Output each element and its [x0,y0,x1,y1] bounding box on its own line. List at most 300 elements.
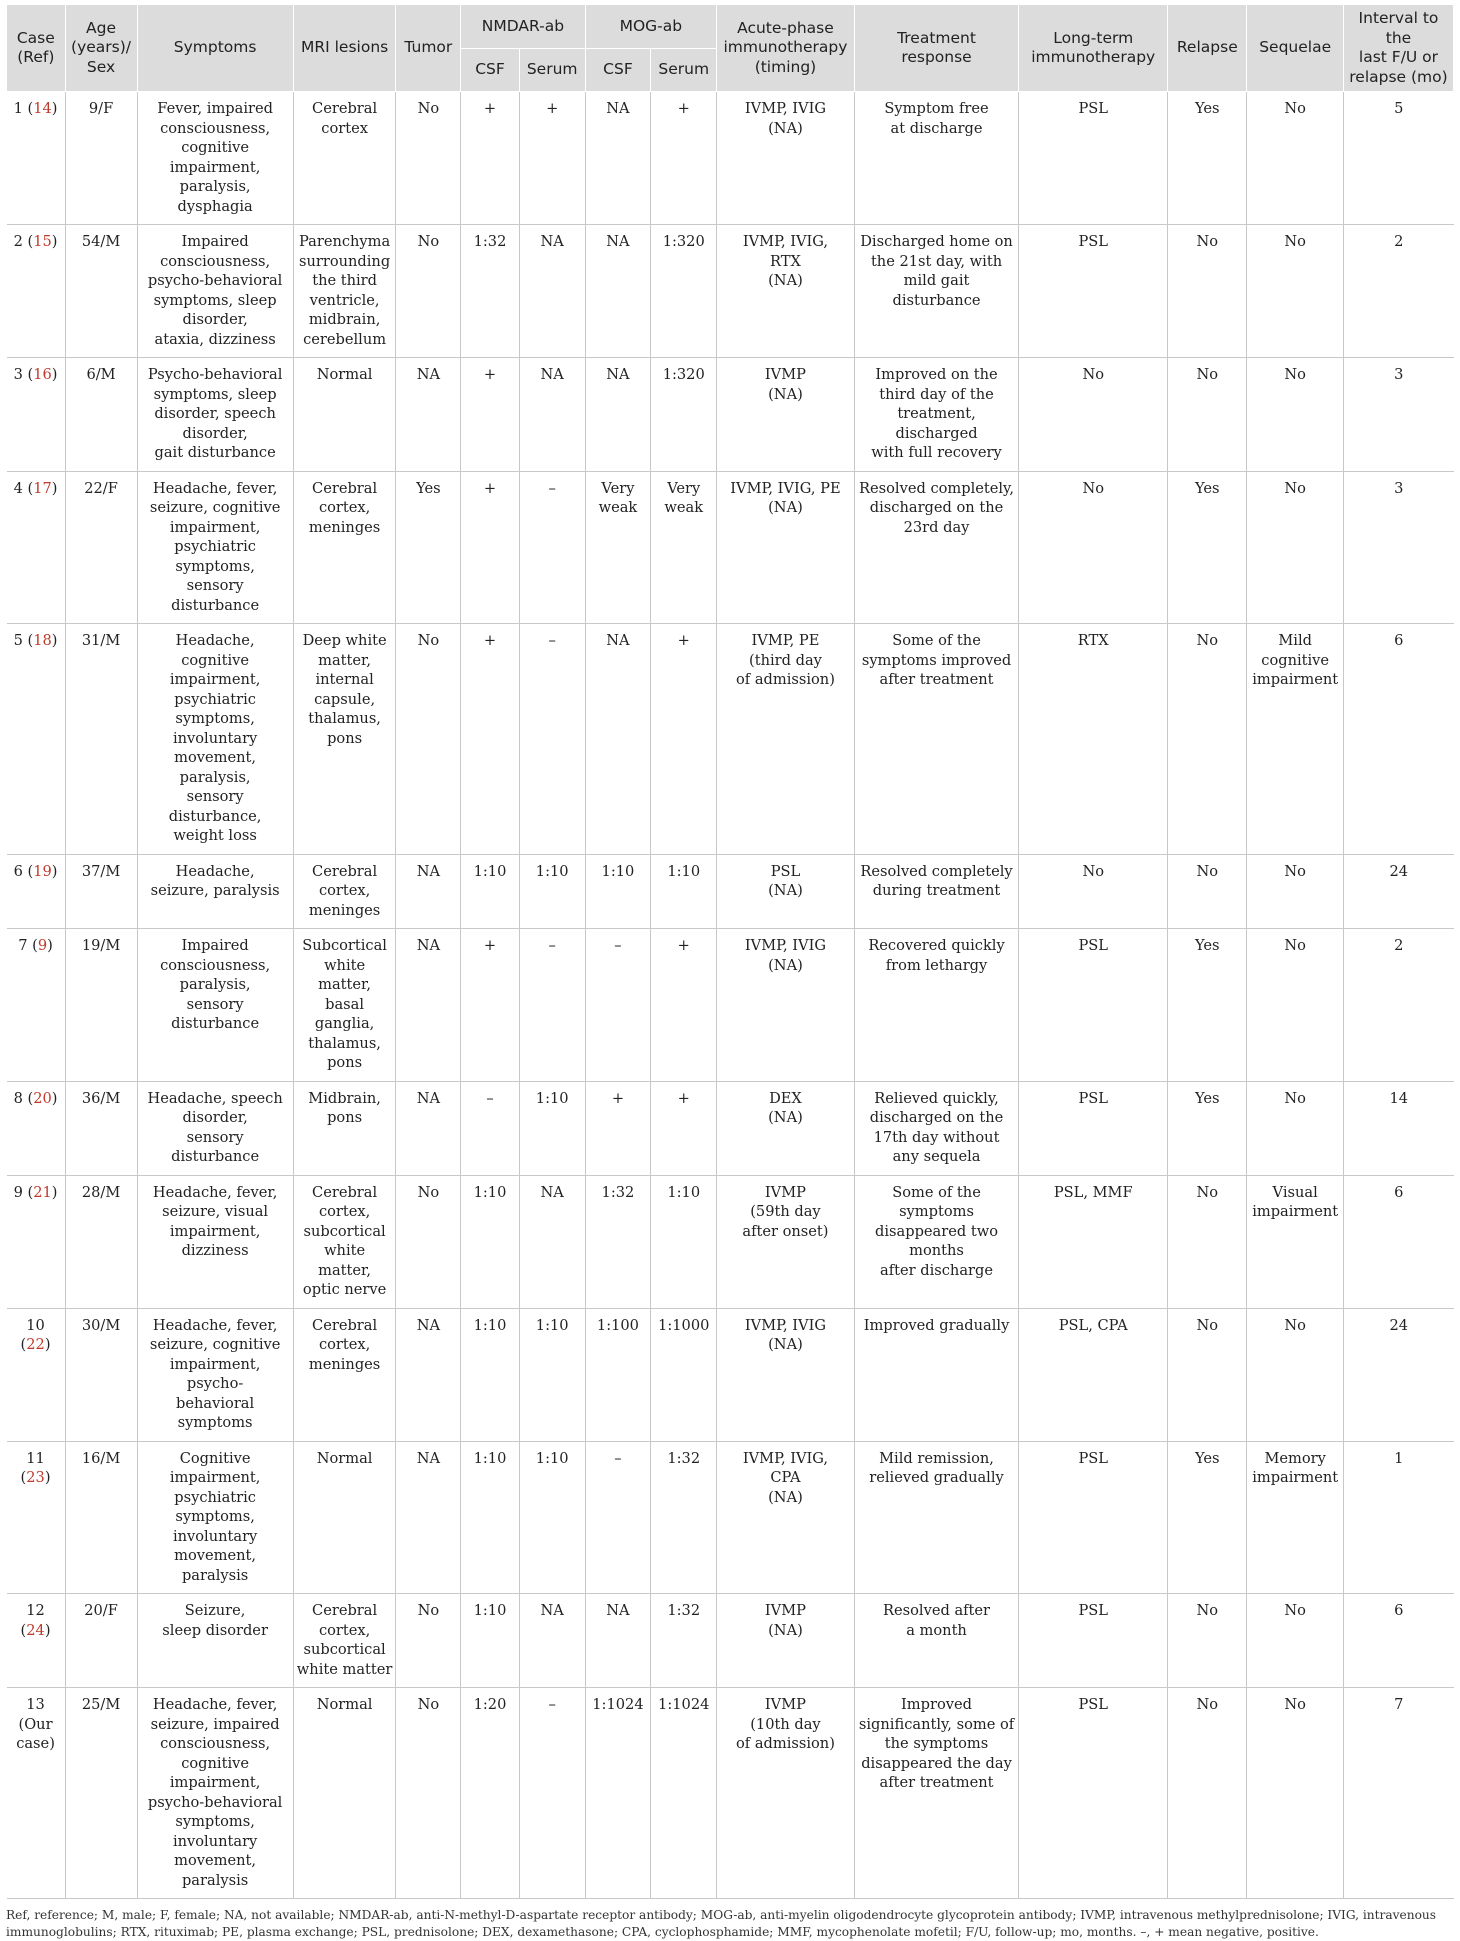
mog-serum-cell [651,1688,717,1899]
reference-link[interactable]: 9 [37,937,48,954]
treatment-response-cell [854,929,1018,1082]
interval-cell [1343,1308,1453,1441]
age-sex-cell [65,1594,137,1688]
mog-csf-cell [585,929,651,1082]
reference-link[interactable]: 24 [26,1621,45,1639]
tumor-cell [396,929,461,1082]
tumor-cell [396,1081,461,1175]
case-cell: 5 (18) [7,624,66,855]
mri-lesions-cell [293,854,396,929]
tumor-text: No [417,233,440,250]
relapse-text: Yes [1195,1089,1220,1107]
sequelae-cell [1247,1308,1344,1441]
sequelae-text: No [1284,1696,1306,1713]
sequelae-cell [1247,854,1344,929]
acute-therapy-text: IVMP, IVIG, RTX (NA) [742,233,829,289]
tumor-text: No [417,1183,440,1201]
mog-csf-text: – [614,937,622,954]
case-cell: 12 (24) [7,1594,66,1688]
reference-link[interactable]: 14 [33,100,52,117]
table-row [7,225,1454,358]
age-sex-text: 25/M [81,1696,121,1713]
case-number: 1 [13,100,23,117]
nmdar-csf-cell [461,225,520,358]
mog-serum-cell [651,358,717,472]
mog-serum-cell [651,929,717,1082]
tumor-text: NA [416,366,440,383]
tumor-text: NA [416,1089,440,1107]
sequelae-cell [1247,929,1344,1082]
tumor-cell [396,1308,461,1441]
nmdar-serum-text: NA [540,1602,564,1619]
longterm-therapy-cell [1019,1441,1168,1594]
header-nmdar: NMDAR-ab [461,5,585,49]
longterm-therapy-cell [1019,1594,1168,1688]
longterm-therapy-cell [1019,471,1168,624]
treatment-response-text: Mild remission, relieved gradually [869,1449,1004,1486]
symptoms-text: Headache, fever, seizure, impaired consciousness, cognitive impairment, psycho-behavioral symptoms, involuntary movement, paralysis [147,1696,283,1889]
treatment-response-cell [854,1688,1018,1899]
treatment-response-text: Discharged home on the 21st day, with mild gait disturbance [860,233,1013,309]
sequelae-text: No [1284,937,1306,954]
reference-link[interactable]: 19 [33,862,52,880]
tumor-cell [396,1441,461,1594]
header-tumor: Tumor [396,5,461,92]
mog-serum-text: 1:320 [662,366,705,383]
relapse-cell [1168,1175,1247,1308]
mri-lesions-text: Deep white matter, internal capsule, thalamus, pons [302,632,387,747]
reference-label: Our case [16,1715,53,1752]
sequelae-text: No [1284,233,1306,250]
longterm-therapy-cell [1019,1688,1168,1899]
header-response: Treatment response [854,5,1018,92]
mog-csf-cell [585,1594,651,1688]
acute-therapy-text: IVMP, PE (third day of admission) [736,632,835,688]
acute-therapy-cell [717,1688,855,1899]
acute-therapy-cell [717,1175,855,1308]
reference-link[interactable]: 18 [33,632,52,649]
sequelae-cell [1247,471,1344,624]
relapse-cell [1168,1594,1247,1688]
nmdar-csf-cell [461,1175,520,1308]
case-number: 7 [18,937,28,954]
case-cell: 1 (14) [7,92,66,225]
interval-cell [1343,1688,1453,1899]
mog-serum-text: 1:10 [667,862,701,880]
relapse-text: No [1196,233,1219,250]
mog-csf-cell [585,225,651,358]
relapse-text: No [1196,1316,1219,1334]
longterm-therapy-cell [1019,92,1168,225]
mog-serum-cell [651,92,717,225]
symptoms-cell [137,929,293,1082]
table-row [7,92,1454,225]
reference-link[interactable]: 22 [26,1336,45,1353]
longterm-therapy-text: No [1082,479,1105,497]
nmdar-serum-cell [519,1081,585,1175]
case-cell: 13 (Our case) [7,1688,66,1899]
mog-serum-cell [651,1308,717,1441]
sequelae-text: No [1284,366,1306,383]
age-sex-cell [65,854,137,929]
treatment-response-cell [854,471,1018,624]
age-sex-text: 28/M [81,1183,121,1201]
nmdar-serum-text: + [546,100,559,117]
age-sex-text: 36/M [81,1089,121,1107]
nmdar-csf-text: – [486,1089,494,1107]
treatment-response-text: Improved significantly, some of the symptoms disappeared the day after treatment [858,1696,1015,1791]
relapse-text: Yes [1195,937,1220,954]
tumor-cell [396,225,461,358]
interval-cell [1343,624,1453,855]
case-number: 10 [26,1316,45,1334]
longterm-therapy-cell [1019,624,1168,855]
reference-link[interactable]: 21 [33,1183,52,1201]
longterm-therapy-text: RTX [1077,632,1109,649]
mog-csf-text: NA [606,100,630,117]
treatment-response-cell [854,1175,1018,1308]
acute-therapy-text: IVMP, IVIG, PE (NA) [730,479,841,516]
nmdar-csf-cell [461,471,520,624]
treatment-response-text: Resolved completely during treatment [860,862,1013,899]
age-sex-cell [65,1308,137,1441]
tumor-cell [396,1688,461,1899]
mri-lesions-text: Normal [316,1696,373,1713]
mog-serum-cell [651,1081,717,1175]
symptoms-cell [137,1441,293,1594]
case-cell: 9 (21) [7,1175,66,1308]
acute-therapy-cell [717,1441,855,1594]
table-row [7,854,1454,929]
nmdar-csf-cell [461,1441,520,1594]
mog-csf-text: 1:1024 [592,1696,644,1713]
mog-csf-text: Very weak [598,479,638,516]
tumor-text: NA [416,862,440,880]
case-cell: 4 (17) [7,471,66,624]
tumor-text: NA [416,1316,440,1334]
nmdar-csf-text: + [483,366,497,383]
nmdar-serum-cell [519,1688,585,1899]
nmdar-csf-text: + [483,632,497,649]
table-row [7,1594,1454,1688]
age-sex-text: 31/M [81,632,121,649]
mog-csf-cell [585,624,651,855]
sequelae-cell [1247,1175,1344,1308]
mri-lesions-cell [293,1688,396,1899]
case-number: 13 [26,1696,45,1713]
mog-serum-text: + [677,100,690,117]
acute-therapy-text: IVMP, IVIG (NA) [744,100,827,137]
sequelae-text: No [1284,479,1306,497]
mri-lesions-cell [293,1441,396,1594]
case-number: 2 [13,233,23,250]
longterm-therapy-text: PSL [1078,1089,1108,1107]
interval-cell [1343,1594,1453,1688]
treatment-response-text: Improved on the third day of the treatment, discharged with full recovery [871,366,1002,461]
tumor-cell [396,1594,461,1688]
mog-serum-text: 1:32 [667,1449,701,1467]
nmdar-csf-cell [461,929,520,1082]
mog-csf-text: + [611,1089,625,1107]
mog-csf-cell [585,1308,651,1441]
mri-lesions-cell [293,1175,396,1308]
relapse-text: No [1196,862,1219,880]
mri-lesions-cell [293,471,396,624]
age-sex-text: 30/M [81,1316,121,1334]
interval-cell [1343,1175,1453,1308]
acute-therapy-text: IVMP (59th day after onset) [742,1183,829,1240]
age-sex-cell [65,471,137,624]
sequelae-text: No [1284,1602,1306,1619]
reference-link[interactable]: 16 [33,366,52,383]
acute-therapy-text: IVMP (NA) [764,366,806,403]
case-cell: 8 (20) [7,1081,66,1175]
mri-lesions-cell [293,929,396,1082]
nmdar-csf-text: 1:10 [473,862,507,880]
interval-text: 2 [1394,233,1404,250]
relapse-cell [1168,225,1247,358]
treatment-response-text: Some of the symptoms disappeared two months after discharge [875,1183,998,1279]
header-mri: MRI lesions [293,5,396,92]
relapse-text: Yes [1195,100,1220,117]
acute-therapy-cell [717,1081,855,1175]
symptoms-cell [137,1081,293,1175]
mri-lesions-text: Midbrain, pons [308,1089,381,1126]
acute-therapy-cell [717,225,855,358]
interval-cell [1343,1081,1453,1175]
tumor-text: Yes [416,479,441,497]
header-interval: Interval to the last F/U or relapse (mo) [1343,5,1453,92]
header-case: Case (Ref) [7,5,66,92]
age-sex-cell [65,1081,137,1175]
header-acute: Acute-phase immunotherapy (timing) [717,5,855,92]
age-sex-cell [65,1441,137,1594]
sequelae-text: Mild cognitive impairment [1252,632,1339,688]
table-row [7,929,1454,1082]
longterm-therapy-cell [1019,1081,1168,1175]
sequelae-text: No [1284,1089,1306,1107]
case-table [6,4,1454,1899]
age-sex-text: 54/M [81,233,121,250]
nmdar-serum-cell [519,854,585,929]
age-sex-cell [65,1688,137,1899]
tumor-cell [396,624,461,855]
nmdar-csf-text: 1:20 [473,1696,507,1713]
mog-csf-cell [585,1175,651,1308]
mri-lesions-cell [293,1308,396,1441]
relapse-cell [1168,92,1247,225]
interval-cell [1343,929,1453,1082]
relapse-cell [1168,358,1247,472]
mog-serum-cell [651,624,717,855]
mog-csf-text: NA [606,1602,630,1619]
interval-text: 24 [1389,1316,1409,1334]
mog-serum-cell [651,854,717,929]
treatment-response-cell [854,624,1018,855]
nmdar-csf-cell [461,92,520,225]
tumor-cell [396,854,461,929]
acute-therapy-cell [717,358,855,472]
mri-lesions-text: Cerebral cortex, meninges [308,1316,381,1373]
treatment-response-text: Symptom free at discharge [884,100,989,137]
mog-serum-text: + [677,937,690,954]
nmdar-serum-cell [519,92,585,225]
sequelae-cell [1247,624,1344,855]
relapse-text: No [1196,632,1219,649]
interval-text: 1 [1394,1449,1404,1467]
symptoms-text: Headache, speech disorder, sensory disturbance [147,1089,283,1165]
mri-lesions-text: Cerebral cortex, meninges [308,862,381,919]
age-sex-cell [65,929,137,1082]
table-container [6,4,1454,1941]
tumor-text: No [417,1602,440,1619]
nmdar-serum-text: – [548,479,556,497]
header-nmdar-serum: Serum [519,48,585,92]
symptoms-text: Headache, seizure, paralysis [150,862,280,899]
interval-cell [1343,1441,1453,1594]
reference-link[interactable]: 23 [26,1469,45,1486]
interval-text: 5 [1394,100,1404,117]
longterm-therapy-cell [1019,358,1168,472]
interval-cell [1343,92,1453,225]
interval-text: 14 [1389,1089,1409,1107]
nmdar-serum-text: NA [540,233,564,250]
case-number: 5 [13,632,23,649]
treatment-response-text: Improved gradually [863,1316,1010,1334]
interval-text: 6 [1394,1602,1404,1619]
mog-serum-text: 1:10 [667,1183,701,1201]
symptoms-text: Psycho-behavioral symptoms, sleep disorder, speech disorder, gait disturbance [147,366,283,461]
symptoms-cell [137,1308,293,1441]
nmdar-csf-cell [461,1688,520,1899]
mog-csf-text: NA [606,632,630,649]
longterm-therapy-text: PSL [1078,1449,1108,1467]
nmdar-serum-text: – [548,1696,556,1713]
treatment-response-text: Resolved after a month [883,1602,991,1639]
mog-serum-text: 1:1024 [658,1696,710,1713]
case-number: 12 [26,1602,45,1619]
nmdar-serum-text: 1:10 [535,1449,569,1467]
symptoms-cell [137,92,293,225]
table-row [7,1688,1454,1899]
sequelae-text: No [1284,1316,1306,1334]
symptoms-cell [137,358,293,472]
header-sequelae: Sequelae [1247,5,1344,92]
relapse-cell [1168,471,1247,624]
tumor-cell [396,471,461,624]
nmdar-csf-cell [461,1081,520,1175]
longterm-therapy-cell [1019,1308,1168,1441]
symptoms-text: Headache, fever, seizure, visual impairment, dizziness [152,1183,278,1259]
longterm-therapy-cell [1019,225,1168,358]
treatment-response-cell [854,1081,1018,1175]
symptoms-text: Fever, impaired consciousness, cognitive impairment, paralysis, dysphagia [157,100,273,215]
case-number: 4 [13,479,23,497]
symptoms-cell [137,1688,293,1899]
mog-serum-text: 1:1000 [658,1316,710,1334]
tumor-text: No [417,100,440,117]
sequelae-text: No [1284,862,1306,880]
longterm-therapy-text: PSL, CPA [1058,1316,1128,1334]
mog-serum-text: 1:320 [662,233,705,250]
longterm-therapy-text: PSL, MMF [1053,1183,1133,1201]
acute-therapy-text: IVMP, IVIG (NA) [744,1316,827,1353]
mog-serum-text: Very weak [664,479,704,516]
interval-text: 3 [1394,479,1404,497]
tumor-cell [396,358,461,472]
age-sex-text: 9/F [88,100,114,117]
tumor-text: NA [416,1449,440,1467]
interval-text: 7 [1394,1696,1404,1713]
mog-serum-cell [651,1594,717,1688]
relapse-cell [1168,1688,1247,1899]
nmdar-serum-text: 1:10 [535,1316,569,1334]
age-sex-text: 22/F [84,479,118,497]
symptoms-cell [137,471,293,624]
symptoms-cell [137,1594,293,1688]
header-mog-serum: Serum [651,48,717,92]
reference-link[interactable]: 17 [33,479,52,497]
mog-serum-text: + [677,1089,690,1107]
case-cell: 7 (9) [7,929,66,1082]
case-cell: 2 (15) [7,225,66,358]
symptoms-cell [137,1175,293,1308]
mog-csf-text: 1:10 [601,862,635,880]
longterm-therapy-text: No [1082,862,1105,880]
case-number: 8 [13,1089,23,1107]
acute-therapy-text: DEX (NA) [768,1089,803,1126]
longterm-therapy-text: PSL [1078,1696,1108,1713]
mog-serum-cell [651,225,717,358]
relapse-cell [1168,1081,1247,1175]
acute-therapy-cell [717,854,855,929]
age-sex-text: 6/M [86,366,116,383]
age-sex-text: 16/M [81,1449,121,1467]
relapse-text: No [1196,1183,1219,1201]
sequelae-text: Memory impairment [1252,1449,1339,1486]
longterm-therapy-text: PSL [1078,233,1108,250]
sequelae-cell [1247,1441,1344,1594]
nmdar-serum-cell [519,1594,585,1688]
mri-lesions-text: Subcortical white matter, basal ganglia, thalamus, pons [302,937,387,1071]
mog-csf-cell [585,471,651,624]
reference-link[interactable]: 15 [33,233,52,250]
acute-therapy-text: IVMP (NA) [764,1602,806,1639]
header-mog-csf: CSF [585,48,651,92]
nmdar-csf-text: 1:10 [473,1316,507,1334]
treatment-response-cell [854,1441,1018,1594]
symptoms-text: Impaired consciousness, psycho-behavioral symptoms, sleep disorder, ataxia, dizziness [147,233,283,348]
longterm-therapy-text: PSL [1078,100,1108,117]
mog-csf-cell [585,92,651,225]
relapse-cell [1168,854,1247,929]
treatment-response-cell [854,1594,1018,1688]
mri-lesions-cell [293,1081,396,1175]
nmdar-serum-cell [519,358,585,472]
symptoms-cell [137,624,293,855]
mog-csf-cell [585,358,651,472]
age-sex-cell [65,358,137,472]
nmdar-serum-text: NA [540,1183,564,1201]
mog-csf-text: 1:32 [601,1183,635,1201]
treatment-response-cell [854,854,1018,929]
mog-serum-cell [651,1441,717,1594]
reference-link[interactable]: 20 [33,1089,52,1107]
age-sex-text: 37/M [81,862,121,880]
symptoms-text: Cognitive impairment, psychiatric symptoms, involuntary movement, paralysis [169,1449,261,1584]
nmdar-serum-cell [519,1441,585,1594]
table-row [7,1308,1454,1441]
